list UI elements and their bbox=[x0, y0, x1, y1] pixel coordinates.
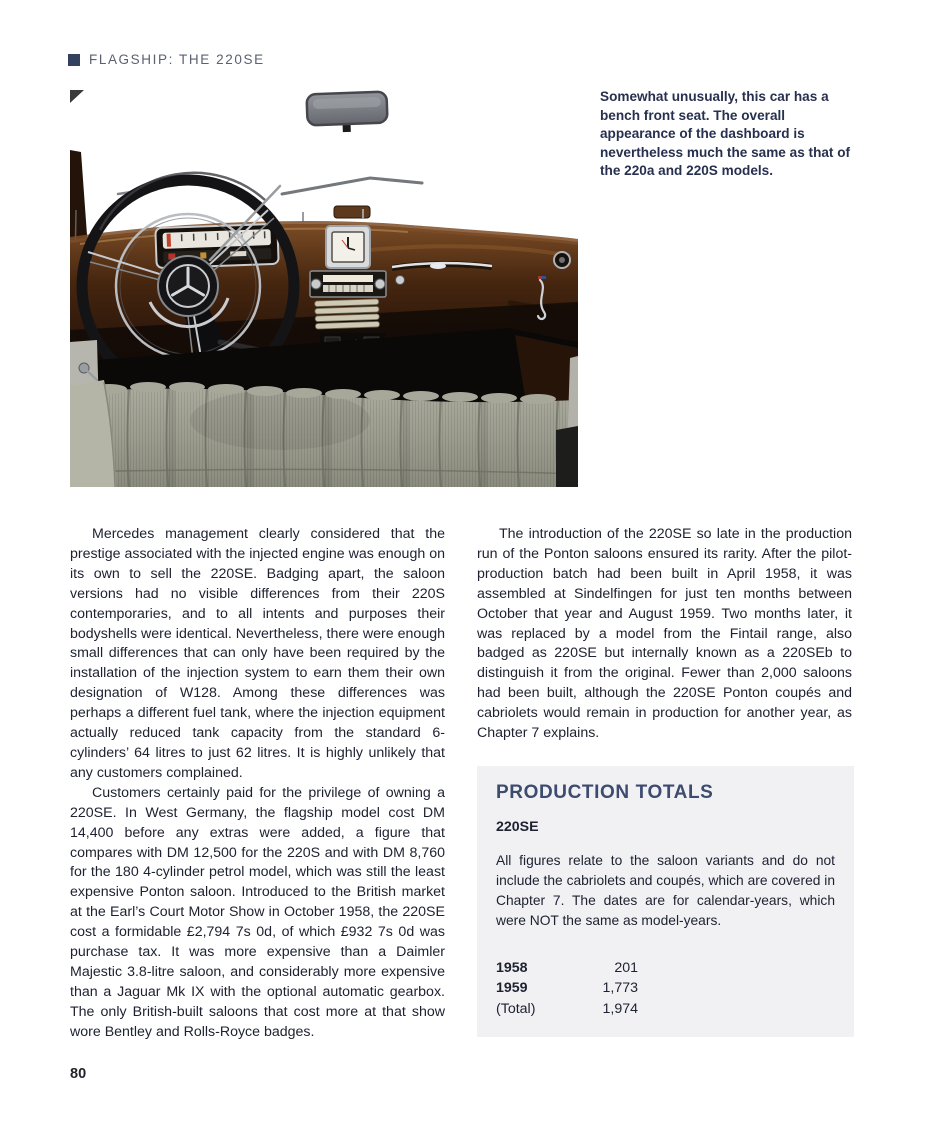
total-value: 1,974 bbox=[602, 1000, 638, 1017]
total-label: (Total) bbox=[496, 1000, 536, 1017]
article-left-column bbox=[70, 525, 445, 1043]
article-right-column bbox=[477, 525, 852, 1037]
year-value: 201 bbox=[614, 959, 638, 976]
production-totals-model: 220SE bbox=[496, 818, 539, 835]
production-totals-table bbox=[496, 958, 835, 1020]
photo-caption: Somewhat unusually, this car has a bench front seat. The overall appearance of the dashboard is nevertheless much the same as that of the 220a and 220S models. bbox=[600, 89, 851, 179]
production-totals-box bbox=[477, 766, 854, 1037]
year-label: 1959 bbox=[496, 980, 528, 997]
year-value: 1,773 bbox=[602, 980, 638, 997]
paragraph: Mercedes management clearly considered that the prestige associated with the injected engine was enough on its own to sell the 220SE. Badging apart, the saloon versions had no visible differences from their 220S contemporaries, and to all intents and purposes their bodyshells were identical. Nevertheless, there were enough small differences that can only have been required by the installation of the injection system to earn them their own designation of W128. Among these differences was perhaps a different fuel tank, where the injection equipment actually reduced tank capacity from the standard 6-cylinders’ 64 litres to just 62 litres. It is highly unlikely that any customers complained. bbox=[70, 526, 445, 781]
page-number: 80 bbox=[70, 1066, 87, 1082]
table-row-total bbox=[496, 999, 835, 1020]
table-row bbox=[496, 958, 835, 979]
dashboard-photo bbox=[70, 90, 578, 487]
paragraph: The introduction of the 220SE so late in the production run of the Ponton saloons ensured its rarity. After the pilot-production batch had been built in April 1958, it was assembled at Sindelfingen for just ten months between October that year and August 1959. Two months later, it was replaced by a model from the Fintail range, also badged as 220SE but internally known as a 220SEb to distinguish it from the original. Fewer than 2,000 saloons had been built, although the 220SE Ponton coupés and cabriolets would remain in production for another year, as Chapter 7 explains. bbox=[477, 526, 852, 742]
paragraph: Customers certainly paid for the privilege of owning a 220SE. In West Germany, the flagship model cost DM 14,400 before any extras were added, a figure that compares with DM 12,500 for the 220S and with DM 8,760 for the 180 4-cylinder petrol model, which was still the least expensive Ponton saloon. Introduced to the British market at the Earl’s Court Motor Show in October 1958, the 220SE cost a formidable £2,794 7s 0d, of which £932 7s 0d was purchase tax. It was more expensive than a Daimler Majestic 3.8-litre saloon, and considerably more expensive than a Jaguar Mk IX with the optional automatic gearbox. The only British-built saloons that cost more at that show wore Bentley and Rolls-Royce badges. bbox=[70, 784, 445, 1040]
running-header bbox=[68, 52, 265, 67]
chapter-title: FLAGSHIP: THE 220SE bbox=[89, 52, 265, 67]
production-totals-note: All figures relate to the saloon variants and do not include the cabriolets and coupés, which are covered in Chapter 7. The dates are for calendar-years, which were NOT the same as model-years. bbox=[496, 852, 835, 928]
production-totals-title: PRODUCTION TOTALS bbox=[496, 781, 714, 803]
table-row bbox=[496, 978, 835, 999]
header-square-icon bbox=[68, 54, 80, 66]
year-label: 1958 bbox=[496, 959, 528, 976]
